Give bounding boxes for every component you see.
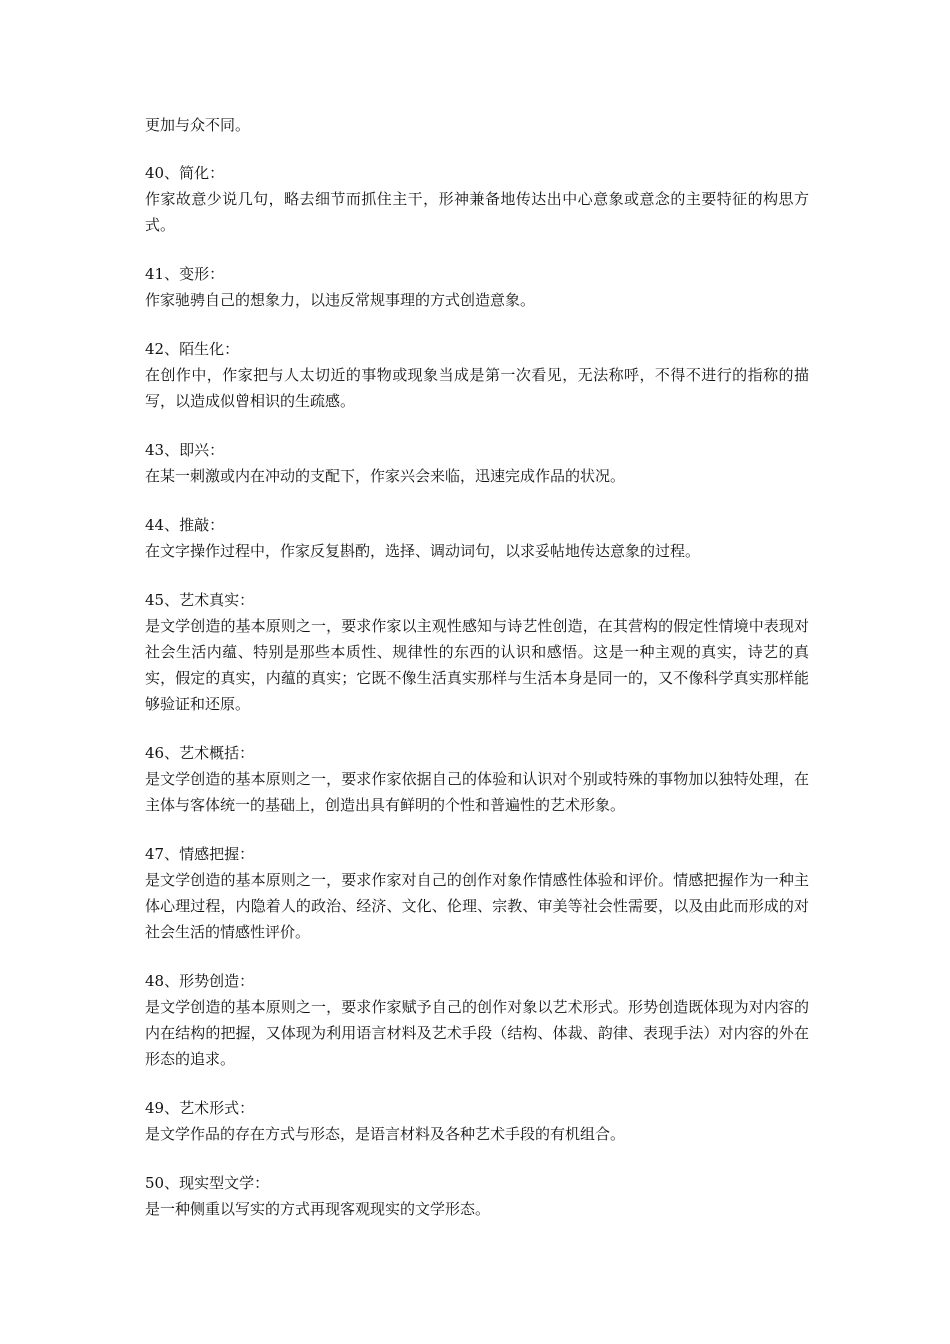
glossary-entry-49 (145, 1095, 809, 1147)
glossary-entry-48 (145, 968, 809, 1072)
entry-term: 45、艺术真实： (145, 591, 255, 609)
entry-definition: 是文学作品的存在方式与形态，是语言材料及各种艺术手段的有机组合。 (145, 1125, 626, 1143)
entry-term: 48、形势创造： (145, 972, 255, 990)
entry-term: 50、现实型文学： (145, 1174, 270, 1192)
glossary-entry-45 (145, 587, 809, 717)
entry-term: 40、简化： (145, 164, 225, 182)
entry-definition: 是一种侧重以写实的方式再现客观现实的文学形态。 (145, 1200, 491, 1218)
entry-term: 46、艺术概括： (145, 744, 255, 762)
entry-term: 41、变形： (145, 265, 225, 283)
entry-definition: 在某一刺激或内在冲动的支配下，作家兴会来临，迅速完成作品的状况。 (145, 467, 626, 485)
document-page (145, 112, 809, 1245)
glossary-entry-50 (145, 1170, 809, 1222)
entry-definition: 是文学创造的基本原则之一，要求作家依据自己的体验和认识对个别或特殊的事物加以独特处理，在主体与客体统一的基础上，创造出具有鲜明的个性和普遍性的艺术形象。 (145, 770, 809, 814)
entry-term: 43、即兴： (145, 441, 225, 459)
entry-term: 49、艺术形式： (145, 1099, 255, 1117)
glossary-entry-44 (145, 512, 809, 564)
glossary-entry-43 (145, 437, 809, 489)
entry-definition: 在文字操作过程中，作家反复斟酌，选择、调动词句，以求妥帖地传达意象的过程。 (145, 542, 701, 560)
glossary-entry-40 (145, 160, 809, 238)
entry-term: 47、情感把握： (145, 845, 255, 863)
glossary-entry-42 (145, 336, 809, 414)
entry-definition: 是文学创造的基本原则之一，要求作家赋予自己的创作对象以艺术形式。形势创造既体现为对内容的内在结构的把握，又体现为利用语言材料及艺术手段（结构、体裁、韵律、表现手法）对内容的外在形态的追求。 (145, 998, 809, 1068)
continuation-text: 更加与众不同。 (145, 116, 251, 134)
glossary-entry-46 (145, 740, 809, 818)
entry-term: 42、陌生化： (145, 340, 240, 358)
entry-definition: 是文学创造的基本原则之一，要求作家对自己的创作对象作情感性体验和评价。情感把握作为一种主体心理过程，内隐着人的政治、经济、文化、伦理、宗教、审美等社会性需要，以及由此而形成的对社会生活的情感性评价。 (145, 871, 809, 941)
glossary-entry-41 (145, 261, 809, 313)
entry-definition: 在创作中，作家把与人太切近的事物或现象当成是第一次看见，无法称呼，不得不进行的指称的描写，以造成似曾相识的生疏感。 (145, 366, 809, 410)
glossary-entry-47 (145, 841, 809, 945)
entry-definition: 作家故意少说几句，略去细节而抓住主干，形神兼备地传达出中心意象或意念的主要特征的构思方式。 (145, 190, 809, 234)
entry-term: 44、推敲： (145, 516, 225, 534)
entry-definition: 作家驰骋自己的想象力，以违反常规事理的方式创造意象。 (145, 291, 536, 309)
entry-definition: 是文学创造的基本原则之一，要求作家以主观性感知与诗艺性创造，在其营构的假定性情境中表现对社会生活内蕴、特别是那些本质性、规律性的东西的认识和感悟。这是一种主观的真实，诗艺的真实，假定的真实，内蕴的真实；它既不像生活真实那样与生活本身是同一的，又不像科学真实那样能够验证和还原。 (145, 617, 809, 713)
